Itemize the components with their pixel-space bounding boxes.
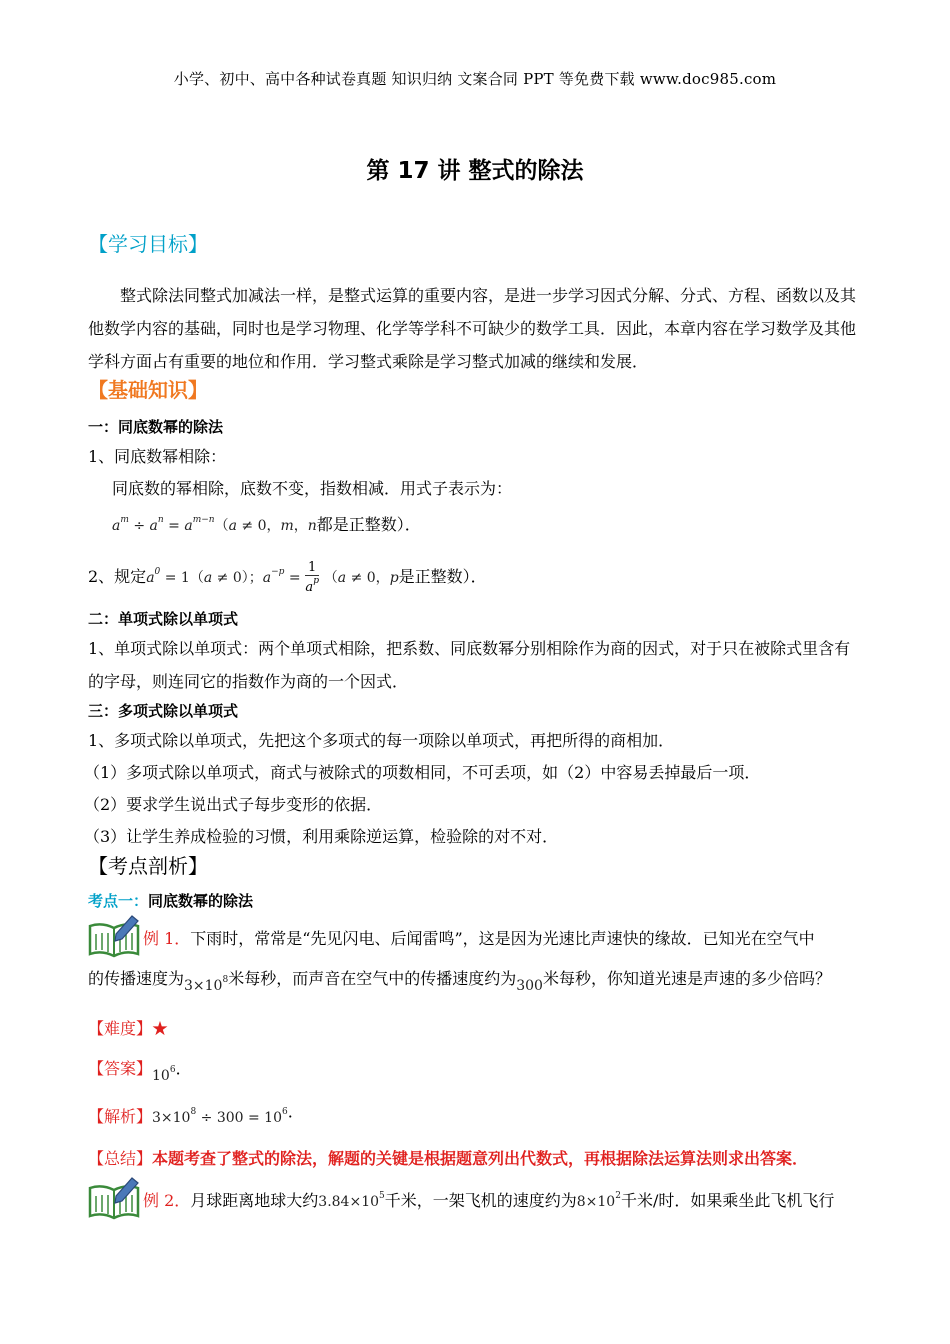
section-analysis: 【考点剖析】 bbox=[88, 854, 208, 878]
example1-line2: 的传播速度为$3\times 10^8$米每秒，而声音在空气中的传播速度约为300米每秒，你知道光速是声速的多少倍吗？ bbox=[88, 969, 831, 994]
goal-paragraph: 整式除法同整式加减法一样，是整式运算的重要内容，是进一步学习因式分解、分式、方程、函数以及其他数学内容的基础，同时也是学习物理、化学等学科不可缺少的数学工具．因此，本章内容在学习数学及其他学科方面占有重要的地位和作用．学习整式乘除是学习整式加减的继续和发展． bbox=[88, 286, 857, 371]
fraction-one-over-a-p: $\frac{1}{a^p}$ bbox=[305, 560, 319, 595]
formula-power-division: $a^m \div a^n = a^{m-n}(a \ne 0$，m，n都是正整数）． bbox=[112, 515, 421, 534]
part3-note3: （3）让学生养成检验的习惯，利用乘除逆运算，检验除的对不对． bbox=[84, 827, 559, 846]
part2-heading: 二：单项式除以单项式 bbox=[88, 610, 239, 628]
example2-label: 例 2． bbox=[143, 1191, 191, 1210]
kaodian1-heading: 考点一：同底数幂的除法 bbox=[88, 892, 254, 910]
part3-heading: 三：多项式除以单项式 bbox=[88, 702, 239, 720]
section-basic-knowledge: 【基础知识】 bbox=[88, 378, 208, 402]
formula-condition: 都是正整数）． bbox=[316, 515, 421, 534]
star-icon: ★ bbox=[152, 1019, 169, 1038]
page-title: 第 17 讲 整式的除法 bbox=[366, 158, 584, 184]
example1-analysis: 【解析】$3\times 10^8 \div 300 = 10^6\cdot$ bbox=[88, 1107, 293, 1126]
example1-answer: 【答案】$10^6$． bbox=[88, 1059, 192, 1084]
part3-note2: （2）要求学生说出式子每步变形的依据． bbox=[84, 795, 383, 814]
part1-item2: 2、规定$a^0 = 1(a \ne 0)$；$a^{-p}$ = $\frac{1}{a^p}$ （a ≠ 0，p是正整数）． bbox=[88, 560, 487, 595]
part3-item1: 1、多项式除以单项式，先把这个多项式的每一项除以单项式，再把所得的商相加． bbox=[88, 731, 675, 750]
part1-item1: 1、同底数幂相除： bbox=[88, 447, 227, 466]
page-header: 小学、初中、高中各种试卷真题 知识归纳 文案合同 PPT 等免费下载 www.doc985.com bbox=[173, 70, 777, 88]
item2-condition: 是正整数）． bbox=[398, 567, 487, 586]
part3-note1: （1）多项式除以单项式，商式与被除式的项数相同，不可丢项，如（2）中容易丢掉最后一项． bbox=[84, 763, 761, 782]
example1-line1: 例 1．下雨时，常常是“先见闪电、后闻雷鸣”，这是因为光速比声速快的缘故．已知光在空气中 bbox=[143, 929, 815, 948]
example1-difficulty: 【难度】★ bbox=[88, 1019, 169, 1038]
book-pencil-icon bbox=[86, 914, 142, 958]
part1-heading: 一：同底数幂的除法 bbox=[88, 418, 224, 436]
book-pencil-icon bbox=[86, 1176, 142, 1220]
part2-text: 1、单项式除以单项式：两个单项式相除，把系数、同底数幂分别相除作为商的因式，对于只在被除式里含有的字母，则连同它的指数作为商的一个因式． bbox=[88, 639, 851, 691]
example1-summary: 【总结】本题考查了整式的除法，解题的关键是根据题意列出代数式，再根据除法运算法则求出答案． bbox=[88, 1149, 809, 1168]
example2-line1: 例 2．月球距离地球大约$3.84\times 10^5$千米，一架飞机的速度约为$8\times 10^2$千米/时．如果乘坐此飞机飞行 bbox=[143, 1191, 835, 1210]
part1-rule: 同底数的幂相除，底数不变，指数相减．用式子表示为： bbox=[112, 479, 513, 498]
example1-label: 例 1． bbox=[143, 929, 191, 948]
section-learning-goals: 【学习目标】 bbox=[88, 232, 208, 256]
